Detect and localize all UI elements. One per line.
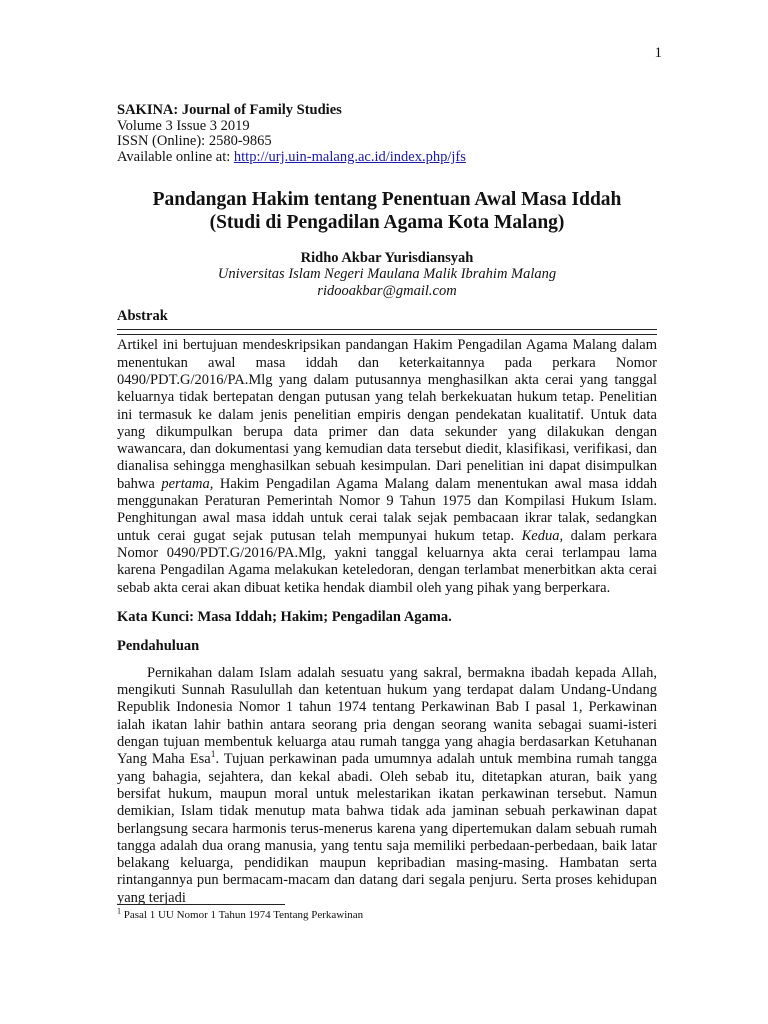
abstract-body <box>117 334 657 598</box>
intro-text-1: Pernikahan dalam Islam adalah sesuatu yang sakral, bermakna ibadah kepada Allah, mengikuti Sunnah Rasulullah dan ketentuan hukum yang terdapat dalam Undang-Undang Republik Indonesia Nomor 1 tahun 1974 tentang Perkawinan Bab I pasal 1, Perkawinan ialah ikatan lahir bathin antara seorang pria dengan seorang wanita sebagai suami-isteri dengan tujuan membentuk keluarga atau rumah tangga yang ahagia berdasarkan Ketuhanan Yang Maha Esa <box>117 664 657 768</box>
introduction-heading: Pendahuluan <box>117 637 200 654</box>
journal-name: SAKINA: Journal of Family Studies <box>117 102 342 118</box>
abstract-italic-1: pertama, <box>161 475 214 492</box>
author-email: ridooakbar@gmail.com <box>317 282 457 299</box>
paper-title-line-2: (Studi di Pengadilan Agama Kota Malang) <box>209 212 565 234</box>
page-number: 1 <box>654 45 662 61</box>
keywords: Kata Kunci: Masa Iddah; Hakim; Pengadilan Agama. <box>117 608 452 625</box>
paper-title-line-1: Pandangan Hakim tentang Penentuan Awal Masa Iddah <box>152 189 622 211</box>
intro-text-2: . Tujuan perkawinan pada umumnya adalah untuk membina rumah tangga yang bahagia, sejahtera, dan kekal abadi. Oleh sebab itu, ditetapkan aturan, baik yang bersifat hukum, maupun moral untuk melestarikan ikatan perkawinan tersebut. Namun demikian, Islam tidak menutup mata bahwa tidak ada jaminan sebuah perkawinan dapat berlangsung secara harmonis terus-menerus karena yang dipertemukan dalam sebuah rumah tangga adalah dua orang manusia, yang tentu saja memiliki perbedaan-perbedaan, baik latar belakang keluarga, pendidikan maupun kepribadian masing-masing. Hambatan serta rintangannya pun bermacam-macam dan datang dari segala penjuru. Serta proses kehidupan yang terjadi <box>117 751 658 906</box>
journal-volume: Volume 3 Issue 3 2019 <box>117 117 250 134</box>
paper-title <box>117 188 657 234</box>
footnote-number: 1 <box>117 906 121 916</box>
abstract-text-2: Hakim Pengadilan Agama Malang dalam menentukan awal masa iddah menggunakan Peraturan Pemerintah Nomor 9 Tahun 1975 dan Kompilasi Hukum Islam. Penghitungan awal masa iddah untuk cerai talak sejak pembacaan ikrar talak, sedangkan untuk cerai gugat sejak putusan telah mempunyai hukum tetap. <box>117 475 657 544</box>
abstract-text-1: Artikel ini bertujuan mendeskripsikan pandangan Hakim Pengadilan Agama Malang dalam menentukan awal masa iddah dan keterkaitannya pada perkara Nomor 0490/PDT.G/2016/PA.Mlg yang dalam putusannya menghasilkan akta cerai yang tanggal keluarnya tidak bertepatan dengan putusan yang telah berkekuatan hukum tetap. Penelitian ini termasuk ke dalam jenis penelitian empiris dengan pendekatan kualitatif. Untuk data yang dikumpulkan berupa data primer dan data sekunder yang dilakukan dengan wawancara, dan dokumentasi yang kemudian data tersebut diedit, klasifikasi, verifikasi, dan dianalisa sehingga menghasilkan sebuah kesimpulan. Dari penelitian ini dapat disimpulkan bahwa <box>117 337 657 492</box>
abstract-heading: Abstrak <box>117 308 657 330</box>
footnote-reference[interactable]: 1 <box>210 750 216 761</box>
author-name: Ridho Akbar Yurisdiansyah <box>300 250 474 267</box>
author-affiliation: Universitas Islam Negeri Maulana Malik Ibrahim Malang <box>217 266 557 283</box>
journal-availability <box>117 150 657 166</box>
introduction-paragraph <box>117 665 657 907</box>
availability-label: Available online at: <box>117 148 234 165</box>
footnote <box>117 908 657 922</box>
footnote-text: Pasal 1 UU Nomor 1 Tahun 1974 Tentang Perkawinan <box>121 909 364 921</box>
footnote-divider <box>117 904 285 905</box>
journal-info <box>117 103 657 165</box>
journal-url-link[interactable]: http://urj.uin-malang.ac.id/index.php/jfs <box>233 148 466 165</box>
abstract-italic-2: Kedua, <box>521 527 564 544</box>
abstract-text-3: dalam perkara Nomor 0490/PDT.G/2016/PA.Mlg, yakni tanggal keluarnya akta cerai terlampau lama karena Pengadilan Agama melakukan keteledoran, dengan terlambat menerbitkan akta cerai sebab akta cerai akan dibuat ketika hendak diambil oleh yang pihak yang berperkara. <box>117 527 657 596</box>
journal-issn: ISSN (Online): 2580-9865 <box>117 133 272 150</box>
page-content <box>117 103 657 907</box>
